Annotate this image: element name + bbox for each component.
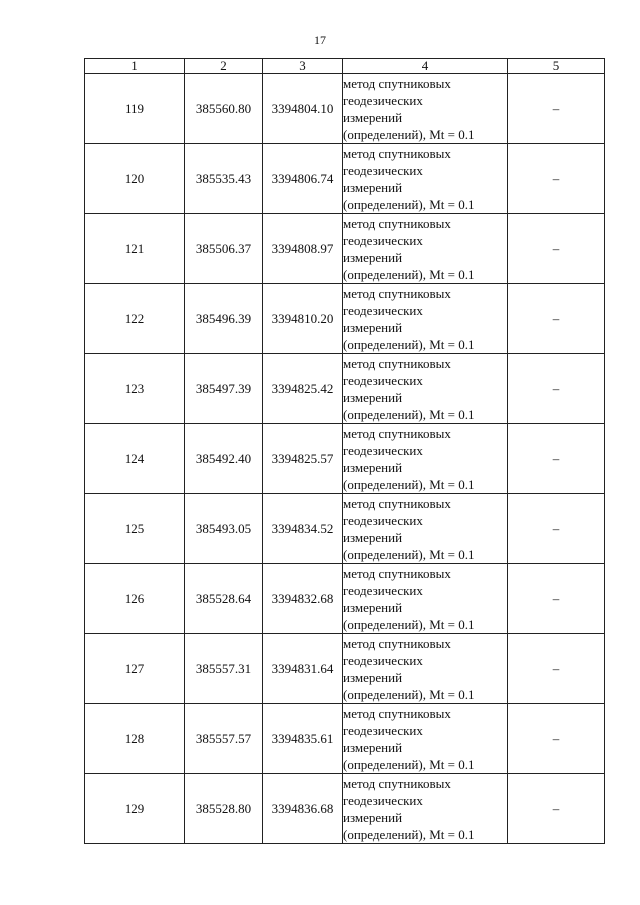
point-number: 125 xyxy=(85,494,185,564)
point-number: 122 xyxy=(85,284,185,354)
method-description: метод спутниковых геодезических измерений (определений), Mt = 0.1 xyxy=(343,774,508,844)
table-row xyxy=(85,284,605,354)
point-number: 121 xyxy=(85,214,185,284)
method-description: метод спутниковых геодезических измерений (определений), Mt = 0.1 xyxy=(343,284,508,354)
point-number: 119 xyxy=(85,74,185,144)
table-row xyxy=(85,144,605,214)
point-number: 127 xyxy=(85,634,185,704)
coord-y: 3394832.68 xyxy=(263,564,343,634)
header-row xyxy=(85,59,605,74)
point-number: 120 xyxy=(85,144,185,214)
coordinates-table xyxy=(84,58,605,844)
coord-y: 3394835.61 xyxy=(263,704,343,774)
note-cell: – xyxy=(508,284,605,354)
table-row xyxy=(85,424,605,494)
note-cell: – xyxy=(508,214,605,284)
coord-y: 3394808.97 xyxy=(263,214,343,284)
method-description: метод спутниковых геодезических измерений (определений), Mt = 0.1 xyxy=(343,354,508,424)
coord-x: 385535.43 xyxy=(185,144,263,214)
header-col-2: 2 xyxy=(185,59,263,74)
table-row xyxy=(85,74,605,144)
method-description: метод спутниковых геодезических измерений (определений), Mt = 0.1 xyxy=(343,424,508,494)
coord-y: 3394825.57 xyxy=(263,424,343,494)
coord-x: 385497.39 xyxy=(185,354,263,424)
coord-x: 385496.39 xyxy=(185,284,263,354)
method-description: метод спутниковых геодезических измерений (определений), Mt = 0.1 xyxy=(343,494,508,564)
page-number: 17 xyxy=(314,33,326,47)
coord-y: 3394804.10 xyxy=(263,74,343,144)
table-header xyxy=(85,59,605,74)
coord-y: 3394834.52 xyxy=(263,494,343,564)
coord-x: 385557.31 xyxy=(185,634,263,704)
table-row xyxy=(85,564,605,634)
header-col-4: 4 xyxy=(343,59,508,74)
coord-x: 385493.05 xyxy=(185,494,263,564)
coord-y: 3394810.20 xyxy=(263,284,343,354)
coord-y: 3394825.42 xyxy=(263,354,343,424)
note-cell: – xyxy=(508,424,605,494)
note-cell: – xyxy=(508,564,605,634)
table-row xyxy=(85,494,605,564)
point-number: 124 xyxy=(85,424,185,494)
method-description: метод спутниковых геодезических измерений (определений), Mt = 0.1 xyxy=(343,144,508,214)
coord-x: 385557.57 xyxy=(185,704,263,774)
header-col-3: 3 xyxy=(263,59,343,74)
table-row xyxy=(85,354,605,424)
table-row xyxy=(85,704,605,774)
table-row xyxy=(85,214,605,284)
coord-x: 385528.80 xyxy=(185,774,263,844)
coord-x: 385560.80 xyxy=(185,74,263,144)
header-col-1: 1 xyxy=(85,59,185,74)
coord-x: 385506.37 xyxy=(185,214,263,284)
coord-x: 385492.40 xyxy=(185,424,263,494)
method-description: метод спутниковых геодезических измерений (определений), Mt = 0.1 xyxy=(343,564,508,634)
header-col-5: 5 xyxy=(508,59,605,74)
coord-y: 3394806.74 xyxy=(263,144,343,214)
method-description: метод спутниковых геодезических измерений (определений), Mt = 0.1 xyxy=(343,214,508,284)
point-number: 123 xyxy=(85,354,185,424)
method-description: метод спутниковых геодезических измерений (определений), Mt = 0.1 xyxy=(343,634,508,704)
note-cell: – xyxy=(508,144,605,214)
method-description: метод спутниковых геодезических измерений (определений), Mt = 0.1 xyxy=(343,704,508,774)
note-cell: – xyxy=(508,704,605,774)
table-row xyxy=(85,774,605,844)
coord-x: 385528.64 xyxy=(185,564,263,634)
note-cell: – xyxy=(508,354,605,424)
method-description: метод спутниковых геодезических измерений (определений), Mt = 0.1 xyxy=(343,74,508,144)
table-body xyxy=(85,74,605,844)
note-cell: – xyxy=(508,494,605,564)
point-number: 126 xyxy=(85,564,185,634)
note-cell: – xyxy=(508,634,605,704)
note-cell: – xyxy=(508,774,605,844)
note-cell: – xyxy=(508,74,605,144)
table-row xyxy=(85,634,605,704)
point-number: 128 xyxy=(85,704,185,774)
point-number: 129 xyxy=(85,774,185,844)
coord-y: 3394836.68 xyxy=(263,774,343,844)
coord-y: 3394831.64 xyxy=(263,634,343,704)
